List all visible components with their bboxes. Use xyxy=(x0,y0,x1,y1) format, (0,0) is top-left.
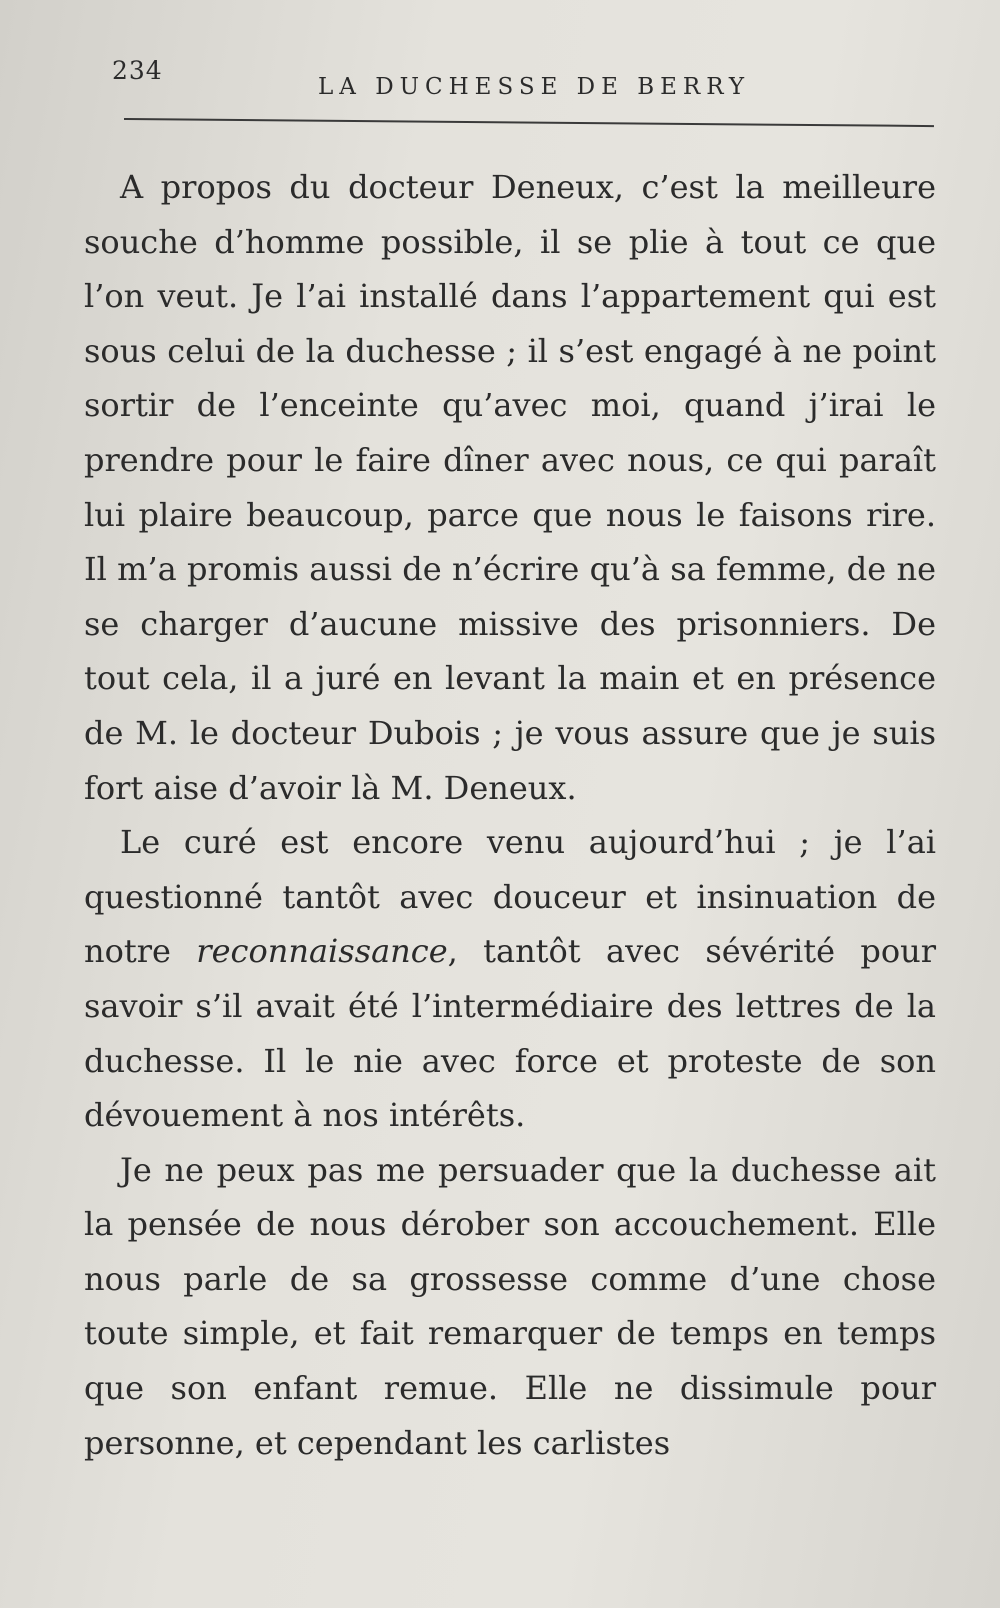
paragraph-2 xyxy=(84,815,936,1143)
page-header xyxy=(112,54,932,114)
running-title: LA DUCHESSE DE BERRY xyxy=(318,74,751,100)
body-text xyxy=(84,160,936,1470)
paragraph-3: Je ne peux pas me persuader que la duchesse ait la pensée de nous dérober son accouchement. Elle nous parle de sa grossesse comme d’une chose toute simple, et fait remarquer de temps en temps que son enfant remue. Elle ne dissimule pour personne, et cependant les carlistes xyxy=(84,1150,936,1462)
page-number: 234 xyxy=(112,56,163,85)
paragraph-1: A propos du docteur Deneux, c’est la meilleure souche d’homme possible, il se plie à tout ce que l’on veut. Je l’ai installé dans l’appartement qui est sous celui de la duchesse ; il s’est engagé à ne point sortir de l’enceinte qu’avec moi, quand j’irai le prendre pour le faire dîner avec nous, ce qui paraît lui plaire beaucoup, parce que nous le faisons rire. Il m’a promis aussi de n’écrire qu’à sa femme, de ne se charger d’aucune missive des prisonniers. De tout cela, il a juré en levant la main et en présence de M. le docteur Dubois ; je vous assure que je suis fort aise d’avoir là M. Deneux. xyxy=(84,168,936,807)
paragraph-2-text-before: Le curé est encore venu aujourd’hui ; je l’ai questionné tantôt avec douceur et insinuation de notre xyxy=(84,823,936,971)
paragraph-2-text-after: , tantôt avec sévérité pour savoir s’il avait été l’intermédiaire des lettres de la duchesse. Il le nie avec force et proteste de son dévouement à nos intérêts. xyxy=(84,932,937,1135)
italic-word: reconnaissance xyxy=(196,932,448,971)
header-rule xyxy=(124,118,934,127)
